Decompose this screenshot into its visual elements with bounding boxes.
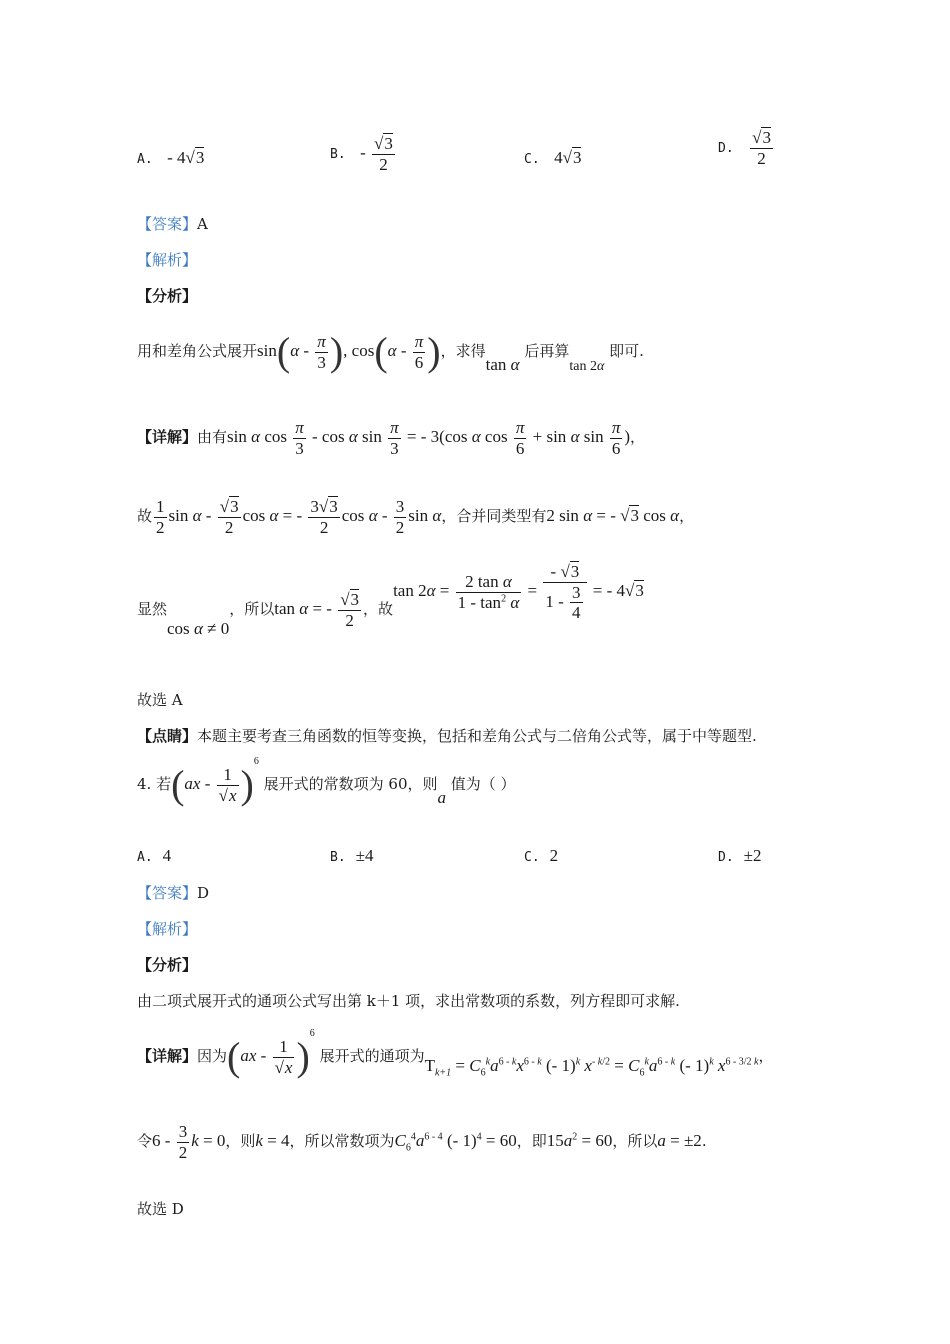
- formula: 2 sin α = - √3 cos α: [546, 505, 680, 525]
- text: ，即: [516, 1131, 547, 1150]
- text: ，所以: [229, 600, 275, 619]
- option-value: 4: [162, 846, 172, 865]
- option-value: $\frac{√3}{2}$: [752, 128, 771, 168]
- text: 令: [137, 1131, 153, 1150]
- analysis-tag: 【解析】: [137, 251, 198, 269]
- option-letter: C.: [524, 152, 540, 167]
- formula: a: [437, 787, 446, 807]
- detail-tag: 【详解】: [137, 427, 198, 446]
- text: ，故: [363, 600, 394, 619]
- formula: 6 - $\frac{3}{2}$ k = 0: [152, 1122, 226, 1162]
- formula: k = 4: [255, 1130, 290, 1150]
- text: 显然: [137, 600, 168, 619]
- option-b: [330, 846, 374, 866]
- detail-line-1: 【详解】因为(ax - $\frac{1}{√x}$ )$^6$ 展开式的通项为$T_{k+1} = C_6^ka^{6 - k}x^{6 - k}$ (- 1)$^k$ $x^{- k/2} = C_6^ka^{6 - k}$ (- 1)$^k$ $x^{6 - 3/2 k}$，: [137, 1028, 774, 1080]
- formula: tan 2α: [569, 358, 605, 374]
- detail-line-1: 【详解】由有sin α cos $\frac{\pi}{3}$ - cos α sin $\frac{\pi}{3}$ = - 3(cos α cos $\frac{\pi}{6}$ + sin α sin $\frac{\pi}{6}$ )，: [137, 418, 646, 458]
- text: 展开式的通项为: [319, 1046, 425, 1065]
- formula: $C_6^4a^{6 - 4}$ (- 1)$^4$ = 60: [394, 1130, 517, 1154]
- fenxi-text: [137, 329, 644, 375]
- formula: $15a^2 = 60$: [546, 1130, 613, 1150]
- formula: sin(α - $\frac{\pi}{3}$ ), cos(α - $\frac{\pi}{6}$ ): [257, 329, 441, 375]
- option-value: 4√3: [554, 148, 582, 167]
- option-a: [137, 148, 204, 168]
- text: ，合并同类型有: [441, 506, 547, 525]
- option-c: [524, 148, 581, 168]
- text: ，所以: [612, 1131, 658, 1150]
- conclusion: 故选 A: [137, 691, 183, 709]
- fenxi-text: 由二项式展开式的通项公式写出第 k＋1 项，求出常数项的系数，列方程即可求解.: [137, 992, 680, 1010]
- text: 本题主要考查三角函数的恒等变换，包括和差角公式与二倍角公式等，属于中等题型.: [197, 727, 757, 745]
- detail-tag: 【详解】: [137, 1046, 198, 1065]
- option-d: [718, 846, 762, 866]
- option-value: ±4: [355, 846, 374, 865]
- formula: $T_{k+1} = C_6^ka^{6 - k}x^{6 - k}$ (- 1)$^k$ $x^{- k/2} = C_6^ka^{6 - k}$ (- 1)$^k$ $x^{6 - 3/2 k}$: [424, 1055, 759, 1079]
- option-letter: A.: [137, 850, 153, 865]
- formula: cos α ≠ 0: [167, 619, 230, 639]
- option-value: - $\frac{√3}{2}$: [360, 134, 393, 174]
- text: 因为: [197, 1046, 228, 1065]
- text: 故: [137, 506, 153, 525]
- option-letter: B.: [330, 146, 346, 162]
- answer-value: D: [197, 884, 210, 902]
- option-letter: D.: [718, 850, 734, 865]
- option-value: ±2: [743, 846, 762, 865]
- option-letter: A.: [137, 152, 153, 167]
- dianjing-line: [137, 725, 757, 746]
- fenxi-tag: 【分析】: [137, 287, 198, 305]
- answer-line: [137, 882, 209, 903]
- option-c: [524, 846, 558, 866]
- text: 值为（ ）: [450, 774, 516, 793]
- formula: tan α = - $\frac{√3}{2}$: [274, 590, 360, 630]
- text: 即可.: [609, 341, 644, 360]
- fenxi-tag: 【分析】: [137, 956, 198, 974]
- text: ，求得: [440, 341, 486, 360]
- option-value: 2: [549, 846, 559, 865]
- option-letter: B.: [330, 850, 346, 865]
- text: 用和差角公式展开: [137, 341, 258, 360]
- option-letter: D.: [718, 140, 734, 156]
- option-value: - 4√3: [167, 148, 205, 167]
- formula: (ax - $\frac{1}{√x}$ )$^6$: [171, 756, 259, 808]
- text: 由有: [197, 427, 228, 446]
- text: 展开式的常数项为 60，则: [263, 774, 438, 793]
- detail-line-2: 令6 - $\frac{3}{2}$ k = 0，则k = 4，所以常数项为$C_6^4a^{6 - 4}$ (- 1)$^4$ = 60，即$15a^2 = 60$，所以a = ±2.: [137, 1122, 707, 1162]
- formula: sin α cos $\frac{\pi}{3}$ - cos α sin $\frac{\pi}{3}$ = - 3(cos α cos $\frac{\pi}{6}$ + sin α sin $\frac{\pi}{6}$ ): [227, 418, 631, 458]
- detail-line-2: 故 $\frac{1}{2}$ sin α - $\frac{√3}{2}$ cos α = - $\frac{3√3}{2}$ cos α - $\frac{3}{2}$ sin α，合并同类型有2 sin α = - √3 cos α，: [137, 497, 695, 537]
- q4-stem: [137, 756, 516, 808]
- text: 后再算: [524, 341, 570, 360]
- answer-tag: 【答案】: [137, 215, 198, 233]
- text: ，所以常数项为: [289, 1131, 395, 1150]
- formula: tan α: [485, 354, 520, 374]
- text: 4. 若: [137, 774, 172, 793]
- answer-tag: 【答案】: [137, 884, 198, 902]
- option-letter: C.: [524, 850, 540, 865]
- detail-line-3: [137, 562, 644, 641]
- dianjing-tag: 【点睛】: [137, 727, 198, 745]
- text: ，则: [225, 1131, 256, 1150]
- option-a: [137, 846, 171, 866]
- formula: a = ±2: [657, 1130, 702, 1150]
- analysis-tag: 【解析】: [137, 920, 198, 938]
- formula: $\frac{1}{2}$ sin α - $\frac{√3}{2}$ cos α = - $\frac{3√3}{2}$ cos α - $\frac{3}{2}$ sin α: [156, 497, 442, 537]
- formula: (ax - $\frac{1}{√x}$ )$^6$: [227, 1028, 315, 1080]
- option-b: [330, 134, 397, 174]
- formula: tan 2α = $\frac{\text{2 tan α}}{1 - \tan^2 \alpha}$ = - √3 1 - $\frac{3}{4}$ = - 4√3: [393, 562, 644, 623]
- answer-line: [137, 213, 208, 234]
- option-d: [718, 128, 775, 168]
- answer-value: A: [197, 215, 208, 233]
- conclusion: 故选 D: [137, 1200, 184, 1218]
